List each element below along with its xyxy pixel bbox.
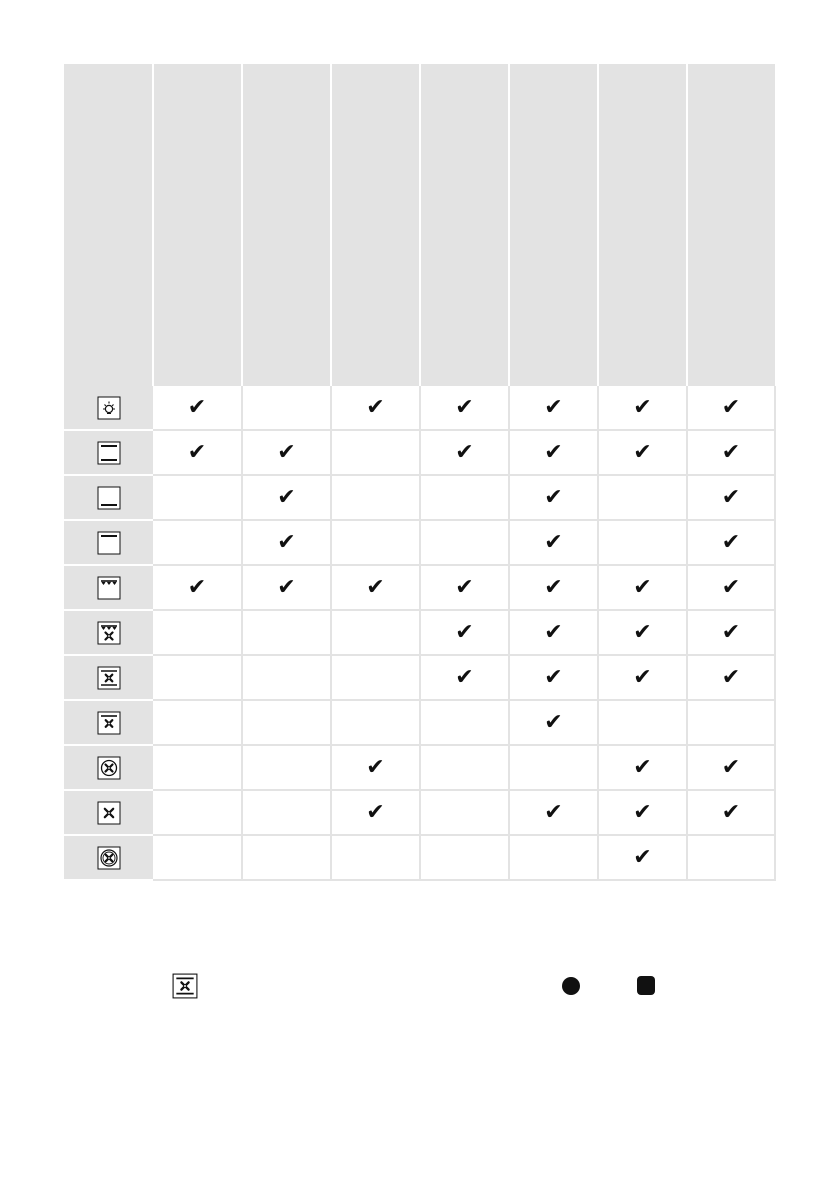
table-cell — [153, 610, 242, 655]
table-cell — [331, 430, 420, 475]
check-mark-icon: ✔ — [187, 439, 207, 465]
top-bottom-fan-icon — [97, 666, 121, 690]
check-mark-icon: ✔ — [633, 574, 652, 600]
table-cell — [242, 700, 331, 745]
check-mark-icon: ✔ — [721, 574, 741, 600]
check-mark-icon: ✔ — [455, 664, 474, 690]
grill-fan-icon — [97, 621, 121, 645]
table-cell — [687, 565, 775, 610]
check-mark-icon: ✔ — [455, 394, 474, 420]
header-cell-blank — [64, 64, 153, 386]
table-cell — [420, 610, 509, 655]
check-mark-icon: ✔ — [721, 799, 741, 825]
circular-fan-icon — [97, 756, 121, 780]
check-mark-icon: ✔ — [366, 574, 385, 600]
header-cell — [420, 64, 509, 386]
check-mark-icon: ✔ — [633, 844, 652, 870]
check-mark-icon: ✔ — [544, 619, 563, 645]
table-cell — [420, 700, 509, 745]
header-cell — [687, 64, 775, 386]
check-mark-icon: ✔ — [633, 799, 652, 825]
table-cell — [242, 745, 331, 790]
check-mark-icon: ✔ — [633, 619, 652, 645]
table-cell — [509, 430, 598, 475]
row-icon-cell — [64, 610, 153, 655]
row-icon-cell — [64, 430, 153, 475]
check-mark-icon: ✔ — [544, 799, 563, 825]
table-cell — [331, 520, 420, 565]
table-cell — [598, 835, 687, 880]
table-cell — [420, 835, 509, 880]
table-cell — [420, 386, 509, 430]
table-row — [64, 610, 775, 655]
header-cell — [242, 64, 331, 386]
check-mark-icon: ✔ — [366, 754, 385, 780]
table-row — [64, 475, 775, 520]
table-cell — [687, 655, 775, 700]
table-cell — [598, 610, 687, 655]
check-mark-icon: ✔ — [277, 439, 296, 465]
table-cell — [687, 790, 775, 835]
header-row — [64, 64, 775, 386]
table-cell — [420, 520, 509, 565]
table-cell — [331, 386, 420, 430]
check-mark-icon: ✔ — [366, 394, 385, 420]
oven-functions-table — [64, 64, 776, 881]
table-cell — [331, 700, 420, 745]
table-cell — [687, 700, 775, 745]
table-cell — [153, 700, 242, 745]
table-cell — [331, 835, 420, 880]
check-mark-icon: ✔ — [721, 439, 741, 465]
check-mark-icon: ✔ — [187, 574, 207, 600]
table-row — [64, 745, 775, 790]
table-cell — [509, 700, 598, 745]
row-icon-cell — [64, 386, 153, 430]
table-row — [64, 700, 775, 745]
table-cell — [153, 520, 242, 565]
table-cell — [153, 430, 242, 475]
table-cell — [420, 790, 509, 835]
table-cell — [153, 386, 242, 430]
table-row — [64, 386, 775, 430]
top-heat-icon — [97, 531, 121, 555]
row-icon-cell — [64, 475, 153, 520]
check-mark-icon: ✔ — [544, 394, 563, 420]
check-mark-icon: ✔ — [721, 394, 741, 420]
table-cell — [509, 520, 598, 565]
top-bottom-heat-icon — [97, 441, 121, 465]
table-cell — [153, 655, 242, 700]
table-cell — [598, 655, 687, 700]
check-mark-icon: ✔ — [544, 484, 563, 510]
row-icon-cell — [64, 745, 153, 790]
check-mark-icon: ✔ — [721, 754, 741, 780]
table-row — [64, 655, 775, 700]
row-icon-cell — [64, 655, 153, 700]
fan-icon — [97, 801, 121, 825]
table-cell — [242, 565, 331, 610]
bottom-heat-icon — [97, 486, 121, 510]
table-row — [64, 790, 775, 835]
check-mark-icon: ✔ — [721, 664, 741, 690]
table-cell — [420, 745, 509, 790]
header-cell — [153, 64, 242, 386]
check-mark-icon: ✔ — [455, 619, 474, 645]
grill-icon — [97, 576, 121, 600]
table-cell — [687, 745, 775, 790]
table-cell — [331, 655, 420, 700]
check-mark-icon: ✔ — [277, 574, 296, 600]
table-cell — [509, 565, 598, 610]
table-cell — [598, 430, 687, 475]
table-cell — [687, 386, 775, 430]
check-mark-icon: ✔ — [544, 664, 563, 690]
table-cell — [420, 430, 509, 475]
table-row — [64, 520, 775, 565]
check-mark-icon: ✔ — [544, 574, 563, 600]
table-cell — [153, 835, 242, 880]
table-cell — [153, 745, 242, 790]
table-cell — [420, 475, 509, 520]
check-mark-icon: ✔ — [366, 799, 385, 825]
table-cell — [509, 790, 598, 835]
table-cell — [687, 430, 775, 475]
filled-square-icon — [637, 976, 655, 995]
header-cell — [331, 64, 420, 386]
table-cell — [242, 430, 331, 475]
table-cell — [331, 610, 420, 655]
table-cell — [687, 475, 775, 520]
check-mark-icon: ✔ — [455, 574, 474, 600]
table-row — [64, 565, 775, 610]
table-cell — [331, 565, 420, 610]
lamp-icon — [97, 396, 121, 420]
check-mark-icon: ✔ — [455, 439, 474, 465]
filled-circle-icon — [562, 977, 580, 995]
table-cell — [509, 835, 598, 880]
table-cell — [153, 790, 242, 835]
row-icon-cell — [64, 565, 153, 610]
header-cell — [598, 64, 687, 386]
check-mark-icon: ✔ — [633, 394, 652, 420]
table-cell — [331, 790, 420, 835]
table-cell — [331, 475, 420, 520]
table-cell — [153, 565, 242, 610]
table-cell — [242, 475, 331, 520]
table-cell — [598, 790, 687, 835]
table-cell — [153, 475, 242, 520]
table-cell — [242, 790, 331, 835]
table-cell — [509, 655, 598, 700]
top-fan-icon — [97, 711, 121, 735]
table-cell — [598, 386, 687, 430]
table-cell — [687, 835, 775, 880]
table-cell — [598, 565, 687, 610]
table-cell — [331, 745, 420, 790]
ring-fan-heat-icon — [97, 846, 121, 870]
check-mark-icon: ✔ — [721, 484, 741, 510]
table-cell — [242, 520, 331, 565]
table-cell — [509, 475, 598, 520]
row-icon-cell — [64, 520, 153, 565]
row-icon-cell — [64, 790, 153, 835]
table-cell — [420, 655, 509, 700]
table-cell — [509, 610, 598, 655]
row-icon-cell — [64, 700, 153, 745]
check-mark-icon: ✔ — [277, 529, 296, 555]
table-cell — [509, 745, 598, 790]
table-cell — [509, 386, 598, 430]
check-mark-icon: ✔ — [277, 484, 296, 510]
table-row — [64, 835, 775, 880]
table-cell — [242, 386, 331, 430]
table-cell — [420, 565, 509, 610]
check-mark-icon: ✔ — [633, 754, 652, 780]
table-row — [64, 430, 775, 475]
check-mark-icon: ✔ — [633, 439, 652, 465]
check-mark-icon: ✔ — [187, 394, 207, 420]
table-cell — [242, 835, 331, 880]
table-cell — [598, 520, 687, 565]
check-mark-icon: ✔ — [544, 709, 563, 735]
legend-top-bottom-fan-icon — [172, 973, 198, 999]
table-cell — [242, 610, 331, 655]
table-cell — [687, 610, 775, 655]
check-mark-icon: ✔ — [721, 529, 741, 555]
check-mark-icon: ✔ — [544, 439, 563, 465]
header-cell — [509, 64, 598, 386]
row-icon-cell — [64, 835, 153, 880]
table-cell — [687, 520, 775, 565]
check-mark-icon: ✔ — [633, 664, 652, 690]
check-mark-icon: ✔ — [544, 529, 563, 555]
table-cell — [598, 700, 687, 745]
table-cell — [598, 745, 687, 790]
table-cell — [598, 475, 687, 520]
table-cell — [242, 655, 331, 700]
check-mark-icon: ✔ — [721, 619, 741, 645]
